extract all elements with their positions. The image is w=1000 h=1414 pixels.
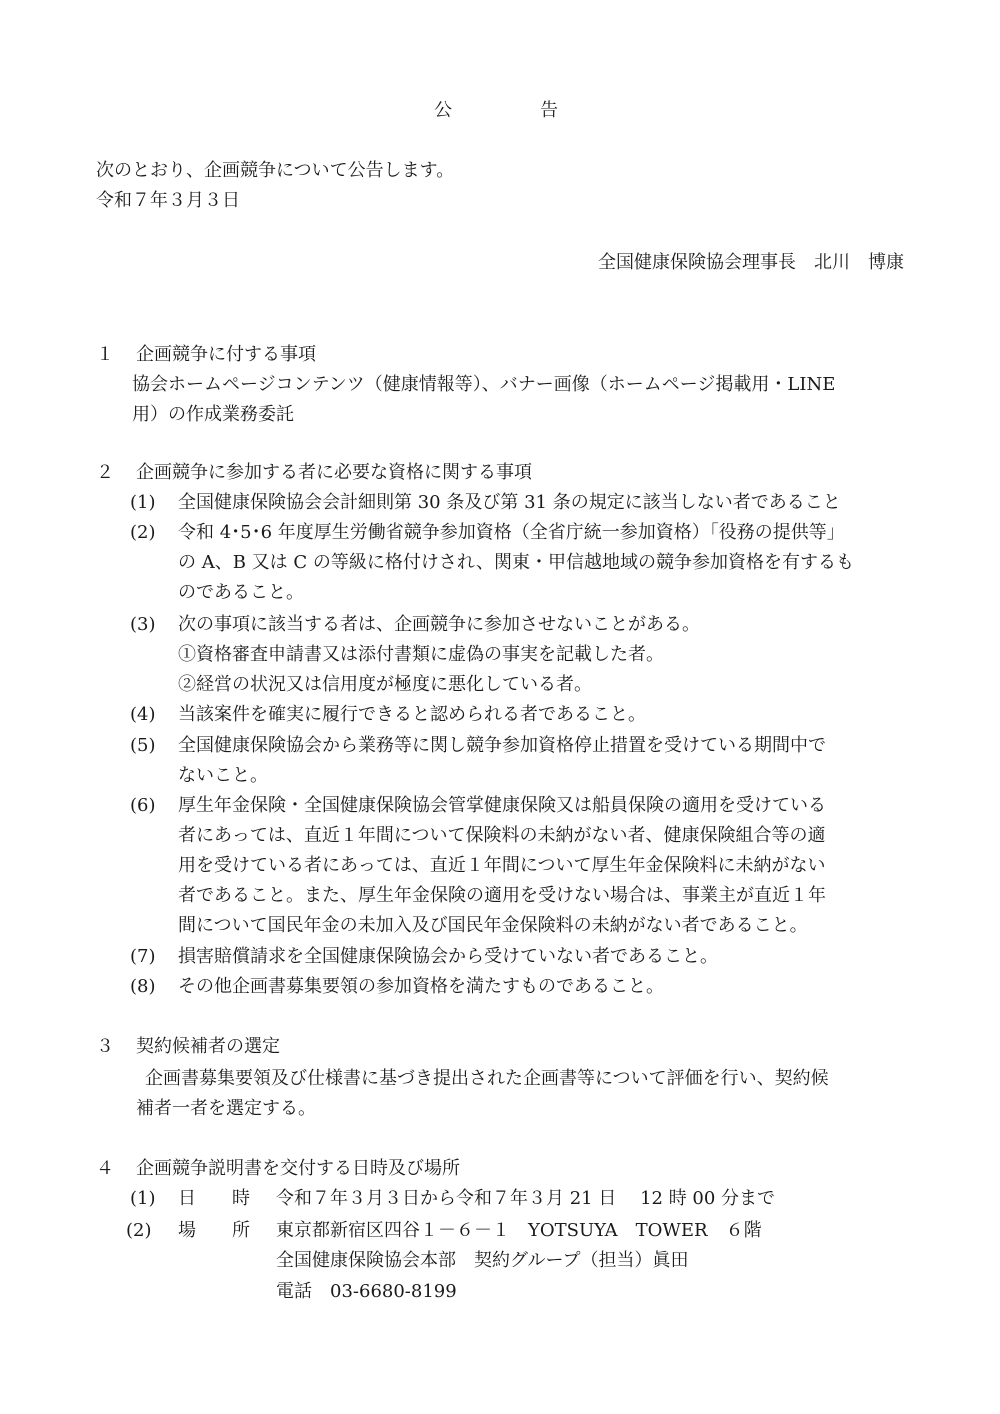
item-number: (4) bbox=[130, 704, 156, 725]
item-text: のであること。 bbox=[178, 582, 304, 603]
item-text: 者にあっては、直近１年間について保険料の未納がない者、健康保険組合等の適 bbox=[178, 825, 826, 846]
datetime-value: 令和７年３月３日から令和７年３月 21 日 12 時 00 分まで bbox=[276, 1188, 776, 1209]
item-number: (2) bbox=[126, 1220, 152, 1241]
item-text: 全国健康保険協会会計細則第 30 条及び第 31 条の規定に該当しない者であること bbox=[178, 492, 841, 513]
item-text: 令和 4･5･6 年度厚生労働省競争参加資格（全省庁統一参加資格）「役務の提供等」 bbox=[178, 522, 845, 543]
section-3-heading: 契約候補者の選定 bbox=[136, 1036, 280, 1057]
intro-text: 次のとおり、企画競争について公告します。 bbox=[96, 160, 455, 181]
item-text: 全国健康保険協会から業務等に関し競争参加資格停止措置を受けている期間中で bbox=[178, 735, 826, 756]
section-4-heading: 企画競争説明書を交付する日時及び場所 bbox=[136, 1158, 460, 1179]
section-4-number: ４ bbox=[96, 1158, 114, 1179]
section-2-number: ２ bbox=[96, 462, 114, 483]
item-text: 次の事項に該当する者は、企画競争に参加させないことがある。 bbox=[178, 614, 700, 635]
section-2-heading: 企画競争に参加する者に必要な資格に関する事項 bbox=[136, 462, 532, 483]
section-1-heading: 企画競争に付する事項 bbox=[136, 344, 316, 365]
item-text: の A、B 又は C の等級に格付けされ、関東・甲信越地域の競争参加資格を有するも bbox=[178, 552, 854, 573]
section-3-body-line: 補者一者を選定する。 bbox=[136, 1098, 316, 1119]
item-number: (6) bbox=[130, 795, 156, 816]
notice-date: 令和７年３月３日 bbox=[96, 190, 240, 211]
item-number: (7) bbox=[130, 946, 156, 967]
issuer-name: 全国健康保険協会理事長 北川 博康 bbox=[598, 252, 904, 273]
item-text: 間について国民年金の未加入及び国民年金保険料の未納がない者であること。 bbox=[178, 915, 808, 936]
item-number: (1) bbox=[130, 1188, 156, 1209]
section-1-number: １ bbox=[96, 344, 114, 365]
item-number: (5) bbox=[130, 735, 156, 756]
document-title bbox=[0, 96, 1000, 126]
item-number: (2) bbox=[130, 522, 156, 543]
section-1-body-line: 協会ホームページコンテンツ（健康情報等）、バナー画像（ホームページ掲載用・LINE bbox=[132, 374, 836, 395]
location-contact: 全国健康保険協会本部 契約グループ（担当）眞田 bbox=[276, 1250, 689, 1271]
section-3-body-line: 企画書募集要領及び仕様書に基づき提出された企画書等について評価を行い、契約候 bbox=[145, 1068, 829, 1089]
title-char-2: 告 bbox=[540, 100, 566, 121]
item-text: ②経営の状況又は信用度が極度に悪化している者。 bbox=[178, 674, 592, 695]
item-number: (1) bbox=[130, 492, 156, 513]
item-text: 者であること。また、厚生年金保険の適用を受けない場合は、事業主が直近１年 bbox=[178, 885, 826, 906]
item-text: ないこと。 bbox=[178, 765, 268, 786]
datetime-label: 日 時 bbox=[178, 1188, 250, 1209]
item-text: 厚生年金保険・全国健康保険協会管掌健康保険又は船員保険の適用を受けている bbox=[178, 795, 826, 816]
item-text: 損害賠償請求を全国健康保険協会から受けていない者であること。 bbox=[178, 946, 718, 967]
location-address: 東京都新宿区四谷１－６－１ YOTSUYA TOWER ６階 bbox=[276, 1220, 762, 1241]
item-number: (3) bbox=[130, 614, 156, 635]
item-text: その他企画書募集要領の参加資格を満たすものであること。 bbox=[178, 976, 664, 997]
location-label: 場 所 bbox=[178, 1220, 250, 1241]
title-char-1: 公 bbox=[434, 100, 460, 121]
section-1-body-line: 用）の作成業務委託 bbox=[132, 404, 294, 425]
item-text: 用を受けている者にあっては、直近１年間について厚生年金保険料に未納がない bbox=[178, 855, 826, 876]
item-text: ①資格審査申請書又は添付書類に虚偽の事実を記載した者。 bbox=[178, 644, 664, 665]
item-number: (8) bbox=[130, 976, 156, 997]
item-text: 当該案件を確実に履行できると認められる者であること。 bbox=[178, 704, 646, 725]
location-phone: 電話 03-6680-8199 bbox=[276, 1281, 457, 1302]
section-3-number: ３ bbox=[96, 1036, 114, 1057]
